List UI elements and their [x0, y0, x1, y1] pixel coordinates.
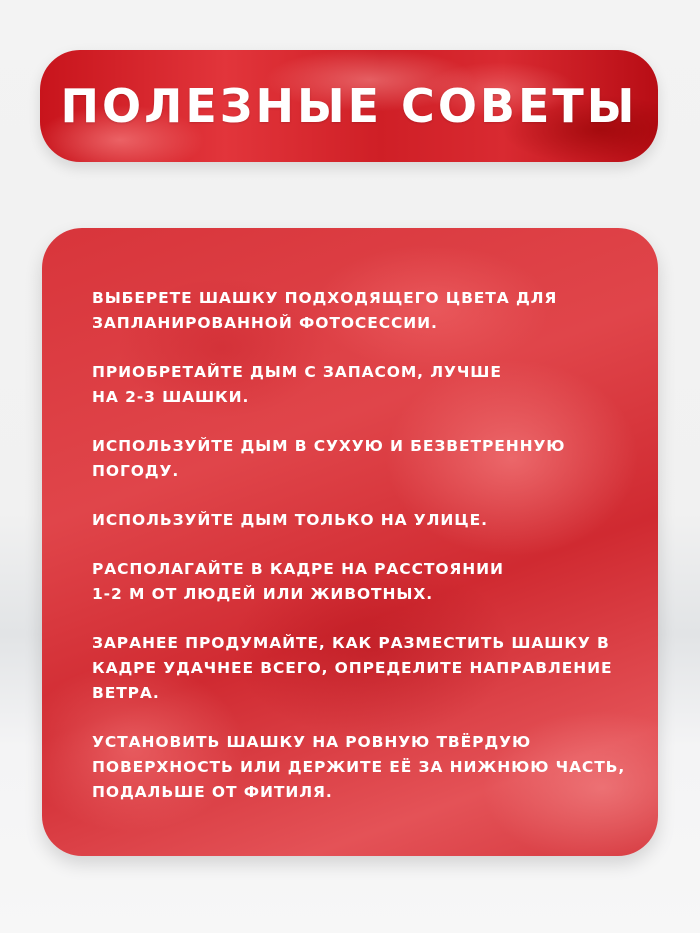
tip-text-line: ПОГОДУ.	[92, 462, 180, 480]
tip-text-line: 1-2 М ОТ ЛЮДЕЙ ИЛИ ЖИВОТНЫХ.	[92, 585, 433, 603]
tip-text-line: ВЫБЕРЕТЕ ШАШКУ ПОДХОДЯЩЕГО ЦВЕТА ДЛЯ	[92, 289, 558, 307]
tip-item	[92, 286, 632, 336]
page-title: ПОЛЕЗНЫЕ СОВЕТЫ	[60, 79, 638, 133]
tip-text-line: ПОВЕРХНОСТЬ ИЛИ ДЕРЖИТЕ ЕЁ ЗА НИЖНЮЮ ЧАСТЬ,	[92, 758, 626, 776]
tip-text-line: ПРИОБРЕТАЙТЕ ДЫМ С ЗАПАСОМ, ЛУЧШЕ	[92, 363, 502, 381]
tip-text-line: УСТАНОВИТЬ ШАШКУ НА РОВНУЮ ТВЁРДУЮ	[92, 733, 532, 751]
tip-text-line: ЗАПЛАНИРОВАННОЙ ФОТОСЕССИИ.	[92, 314, 438, 332]
tip-text-line: ИСПОЛЬЗУЙТЕ ДЫМ ТОЛЬКО НА УЛИЦЕ.	[92, 511, 488, 529]
tip-text-line: РАСПОЛАГАЙТЕ В КАДРЕ НА РАССТОЯНИИ	[92, 560, 504, 578]
tip-item	[92, 631, 632, 706]
tip-text-line: ЗАРАНЕЕ ПРОДУМАЙТЕ, КАК РАЗМЕСТИТЬ ШАШКУ В	[92, 634, 610, 652]
tip-item	[92, 730, 632, 805]
tip-text-line: ВЕТРА.	[92, 684, 160, 702]
tip-text-line: ПОДАЛЬШЕ ОТ ФИТИЛЯ.	[92, 783, 333, 801]
tip-text-line: НА 2-3 ШАШКИ.	[92, 388, 250, 406]
tip-item	[92, 508, 632, 533]
tips-card	[42, 228, 658, 856]
tip-text-line: ИСПОЛЬЗУЙТЕ ДЫМ В СУХУЮ И БЕЗВЕТРЕННУЮ	[92, 437, 566, 455]
tip-item	[92, 360, 632, 410]
header-banner	[40, 50, 658, 162]
tip-item	[92, 434, 632, 484]
tip-item	[92, 557, 632, 607]
tips-list	[92, 286, 632, 829]
tip-text-line: КАДРЕ УДАЧНЕЕ ВСЕГО, ОПРЕДЕЛИТЕ НАПРАВЛЕНИЕ	[92, 659, 613, 677]
